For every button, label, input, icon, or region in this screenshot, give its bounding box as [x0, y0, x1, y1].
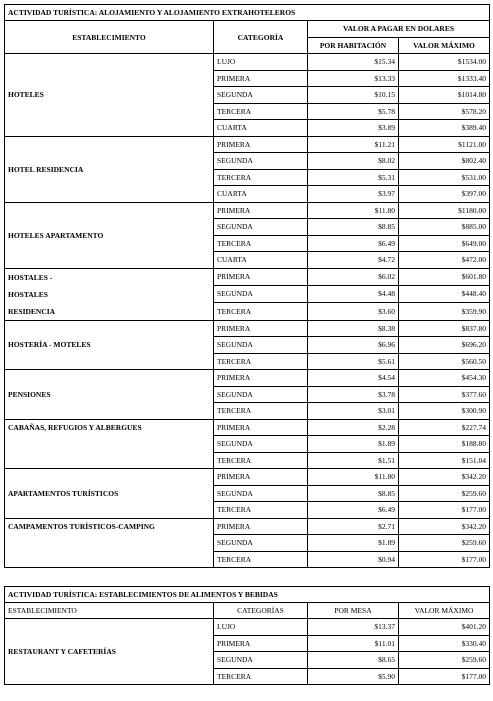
establecimiento-cell: HOTEL RESIDENCIA [5, 136, 214, 202]
establecimiento-line: RESIDENCIA [8, 306, 56, 316]
categoria-cell: TERCERA [214, 303, 308, 320]
valor-cell: $8.85 [308, 485, 399, 502]
valor-maximo-cell: $177.00 [399, 668, 490, 685]
categoria-cell: SEGUNDA [214, 87, 308, 104]
establecimiento-line: HOSTALES - [8, 272, 53, 282]
categoria-cell: PRIMERA [214, 268, 308, 285]
valor-maximo-cell: $259.60 [399, 485, 490, 502]
table-title-row [5, 587, 490, 603]
table-row [5, 619, 490, 636]
valor-maximo-cell: $1121.00 [399, 136, 490, 153]
valor-cell: $6.02 [308, 268, 399, 285]
alimentos-title: ACTIVIDAD TURÍSTICA: ESTABLECIMIENTOS DE ALIMENTOS Y BEBIDAS [5, 587, 490, 603]
valor-maximo-cell: $1180.00 [399, 202, 490, 219]
categoria-cell: TERCERA [214, 353, 308, 370]
categoria-cell: TERCERA [214, 103, 308, 120]
categoria-cell: TERCERA [214, 551, 308, 568]
valor-cell: $5.78 [308, 103, 399, 120]
table-row [5, 320, 490, 337]
valor-cell: $1.51 [308, 452, 399, 469]
valor-maximo-cell: $397.00 [399, 186, 490, 203]
valor-cell: $11.01 [308, 635, 399, 652]
header-valor-maximo: VALOR MÁXIMO [399, 37, 490, 54]
establecimiento-cell: RESTAURANT Y CAFETERÍAS [5, 619, 214, 685]
categoria-cell: CUARTA [214, 120, 308, 137]
valor-cell: $8.85 [308, 219, 399, 236]
establecimiento-cell [5, 268, 214, 320]
header-row [5, 603, 490, 619]
header-valor-group: VALOR A PAGAR EN DOLARES [308, 21, 490, 38]
categoria-cell: PRIMERA [214, 419, 308, 436]
valor-cell: $4.54 [308, 370, 399, 387]
valor-cell: $1.89 [308, 436, 399, 453]
establecimiento-cell: CAMPAMENTOS TURÍSTICOS-CAMPING [5, 518, 214, 568]
valor-cell: $0.94 [308, 551, 399, 568]
categoria-cell: TERCERA [214, 403, 308, 420]
valor-maximo-cell: $448.40 [399, 285, 490, 302]
establecimiento-cell: HOTELES APARTAMENTO [5, 202, 214, 268]
categoria-cell: PRIMERA [214, 635, 308, 652]
categoria-cell: PRIMERA [214, 136, 308, 153]
categoria-cell: PRIMERA [214, 469, 308, 486]
valor-maximo-cell: $696.20 [399, 337, 490, 354]
categoria-cell: PRIMERA [214, 320, 308, 337]
header-establecimiento: ESTABLECIMIENTO [5, 603, 214, 619]
valor-cell: $6.49 [308, 235, 399, 252]
valor-cell: $11.21 [308, 136, 399, 153]
valor-maximo-cell: $531.00 [399, 169, 490, 186]
valor-cell: $4.72 [308, 252, 399, 269]
table-row [5, 268, 490, 285]
valor-maximo-cell: $649.00 [399, 235, 490, 252]
establecimiento-cell: CABAÑAS, REFUGIOS Y ALBERGUES [5, 419, 214, 469]
valor-maximo-cell: $1333.40 [399, 70, 490, 87]
valor-maximo-cell: $601.80 [399, 268, 490, 285]
alimentos-table [4, 586, 490, 685]
table-row [5, 370, 490, 387]
header-categoria: CATEGORÍA [214, 21, 308, 54]
valor-cell: $2.28 [308, 419, 399, 436]
valor-maximo-cell: $560.50 [399, 353, 490, 370]
valor-cell: $2.71 [308, 518, 399, 535]
valor-cell: $3.60 [308, 303, 399, 320]
valor-maximo-cell: $359.90 [399, 303, 490, 320]
valor-maximo-cell: $377.60 [399, 386, 490, 403]
valor-cell: $1.89 [308, 535, 399, 552]
valor-maximo-cell: $401.20 [399, 619, 490, 636]
alojamiento-title: ACTIVIDAD TURÍSTICA: ALOJAMIENTO Y ALOJAMIENTO EXTRAHOTELEROS [5, 5, 490, 21]
valor-maximo-cell: $342.20 [399, 518, 490, 535]
valor-cell: $5.61 [308, 353, 399, 370]
table-row [5, 518, 490, 535]
valor-maximo-cell: $259.60 [399, 652, 490, 669]
table-row [5, 136, 490, 153]
valor-cell: $8.38 [308, 320, 399, 337]
categoria-cell: PRIMERA [214, 370, 308, 387]
categoria-cell: PRIMERA [214, 202, 308, 219]
valor-maximo-cell: $227.74 [399, 419, 490, 436]
categoria-cell: SEGUNDA [214, 219, 308, 236]
valor-maximo-cell: $472.00 [399, 252, 490, 269]
valor-maximo-cell: $802.40 [399, 153, 490, 170]
valor-maximo-cell: $885.00 [399, 219, 490, 236]
valor-maximo-cell: $454.30 [399, 370, 490, 387]
valor-maximo-cell: $837.80 [399, 320, 490, 337]
valor-cell: $8.65 [308, 652, 399, 669]
valor-cell: $3.01 [308, 403, 399, 420]
valor-cell: $4.48 [308, 285, 399, 302]
categoria-cell: SEGUNDA [214, 285, 308, 302]
establecimiento-line: HOSTALES [8, 289, 48, 299]
categoria-cell: SEGUNDA [214, 436, 308, 453]
valor-cell: $11.80 [308, 202, 399, 219]
categoria-cell: PRIMERA [214, 518, 308, 535]
categoria-cell: LUJO [214, 54, 308, 71]
valor-cell: $13.37 [308, 619, 399, 636]
valor-cell: $10.15 [308, 87, 399, 104]
establecimiento-cell: APARTAMENTOS TURÍSTICOS [5, 469, 214, 519]
valor-cell: $6.49 [308, 502, 399, 519]
header-valor-maximo: VALOR MÁXIMO [399, 603, 490, 619]
categoria-cell: TERCERA [214, 502, 308, 519]
valor-maximo-cell: $259.60 [399, 535, 490, 552]
table-title-row [5, 5, 490, 21]
categoria-cell: SEGUNDA [214, 485, 308, 502]
valor-maximo-cell: $389.40 [399, 120, 490, 137]
categoria-cell: TERCERA [214, 169, 308, 186]
categoria-cell: CUARTA [214, 252, 308, 269]
valor-cell: $15.34 [308, 54, 399, 71]
table-row [5, 202, 490, 219]
alimentos-table-body [5, 587, 490, 685]
categoria-cell: TERCERA [214, 235, 308, 252]
categoria-cell: SEGUNDA [214, 153, 308, 170]
valor-maximo-cell: $151.04 [399, 452, 490, 469]
header-establecimiento: ESTABLECIMIENTO [5, 21, 214, 54]
header-por-habitacion: POR HABITACIÓN [308, 37, 399, 54]
categoria-cell: SEGUNDA [214, 386, 308, 403]
valor-cell: $8.02 [308, 153, 399, 170]
valor-cell: $13.33 [308, 70, 399, 87]
valor-maximo-cell: $300.90 [399, 403, 490, 420]
valor-cell: $3.89 [308, 120, 399, 137]
categoria-cell: SEGUNDA [214, 535, 308, 552]
valor-maximo-cell: $1014.80 [399, 87, 490, 104]
table-row [5, 469, 490, 486]
categoria-cell: SEGUNDA [214, 652, 308, 669]
valor-maximo-cell: $578.20 [399, 103, 490, 120]
table-row [5, 54, 490, 71]
establecimiento-cell: HOTELES [5, 54, 214, 137]
header-categorias: CATEGORÍAS [214, 603, 308, 619]
establecimiento-cell: PENSIONES [5, 370, 214, 420]
categoria-cell: PRIMERA [214, 70, 308, 87]
valor-cell: $11.80 [308, 469, 399, 486]
valor-cell: $6.96 [308, 337, 399, 354]
valor-cell: $5.31 [308, 169, 399, 186]
valor-cell: $3.97 [308, 186, 399, 203]
categoria-cell: SEGUNDA [214, 337, 308, 354]
categoria-cell: CUARTA [214, 186, 308, 203]
header-row [5, 21, 490, 38]
valor-maximo-cell: $342.20 [399, 469, 490, 486]
valor-maximo-cell: $1534.00 [399, 54, 490, 71]
valor-maximo-cell: $177.00 [399, 551, 490, 568]
categoria-cell: LUJO [214, 619, 308, 636]
categoria-cell: TERCERA [214, 452, 308, 469]
header-por-mesa: POR MESA [308, 603, 399, 619]
valor-maximo-cell: $177.00 [399, 502, 490, 519]
valor-maximo-cell: $188.80 [399, 436, 490, 453]
alojamiento-table-body [5, 5, 490, 568]
valor-maximo-cell: $330.40 [399, 635, 490, 652]
valor-cell: $3.78 [308, 386, 399, 403]
categoria-cell: TERCERA [214, 668, 308, 685]
table-row [5, 419, 490, 436]
valor-cell: $5.90 [308, 668, 399, 685]
alojamiento-table [4, 4, 490, 568]
establecimiento-cell: HOSTERÍA - MOTELES [5, 320, 214, 370]
